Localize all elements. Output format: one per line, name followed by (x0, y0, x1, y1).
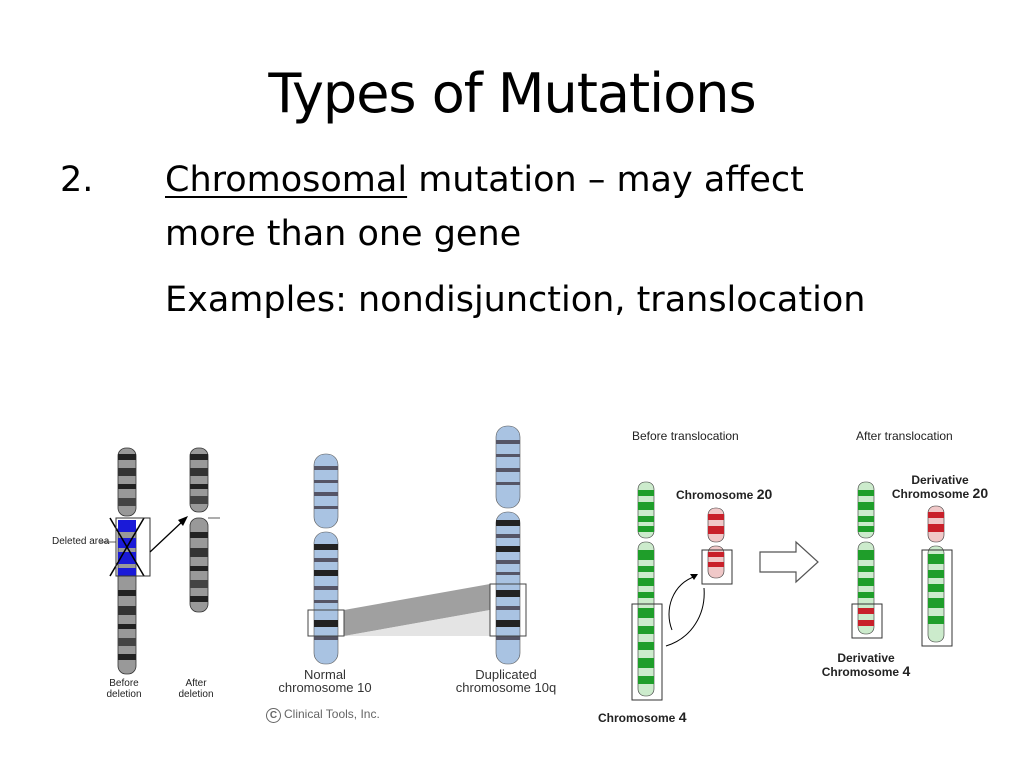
credit-line: C Clinical Tools, Inc. (266, 707, 380, 723)
before-deletion-chromosome (110, 448, 144, 674)
after-translocation-heading: After translocation (856, 429, 953, 443)
derivative-chromosome-20 (922, 506, 952, 646)
chromosome-4-label: Chromosome 4 (598, 709, 687, 725)
examples-line: Examples: nondisjunction, translocation (165, 280, 866, 320)
term-chromosomal: Chromosomal (165, 160, 408, 200)
before-deletion-label: Before deletion (106, 678, 142, 700)
derivative-chromosome-4 (852, 482, 882, 638)
definition-line-1 (165, 160, 804, 200)
duplicated-chromosome-label: Duplicated chromosome 10q (455, 667, 557, 695)
deleted-area-label: Deleted area (52, 536, 110, 547)
translocation-arrow (760, 542, 818, 582)
before-translocation-heading: Before translocation (632, 429, 739, 443)
copyright-icon: C (266, 708, 281, 723)
derivative-chromosome-4-label: Derivative Chromosome 4 (821, 651, 911, 679)
duplication-figure (300, 420, 550, 670)
duplicated-chromosome-10q (496, 426, 520, 664)
derivative-chromosome-20-label: Derivative Chromosome 20 (891, 473, 989, 501)
after-deletion-label: After deletion (178, 678, 214, 700)
chromosome-4-before (632, 482, 662, 700)
normal-chromosome-10 (314, 454, 338, 664)
slide-title: Types of Mutations (268, 62, 756, 125)
chromosome-20-before (702, 508, 732, 584)
definition-line-2: more than one gene (165, 214, 522, 254)
normal-chromosome-label: Normal chromosome 10 (278, 667, 372, 695)
definition-text: mutation – may affect (407, 160, 804, 200)
item-number: 2. (60, 160, 94, 200)
after-deletion-chromosome (190, 448, 220, 612)
deletion-arrow (150, 520, 184, 552)
deletion-figure (40, 440, 240, 710)
chromosome-20-label: Chromosome 20 (676, 486, 773, 502)
